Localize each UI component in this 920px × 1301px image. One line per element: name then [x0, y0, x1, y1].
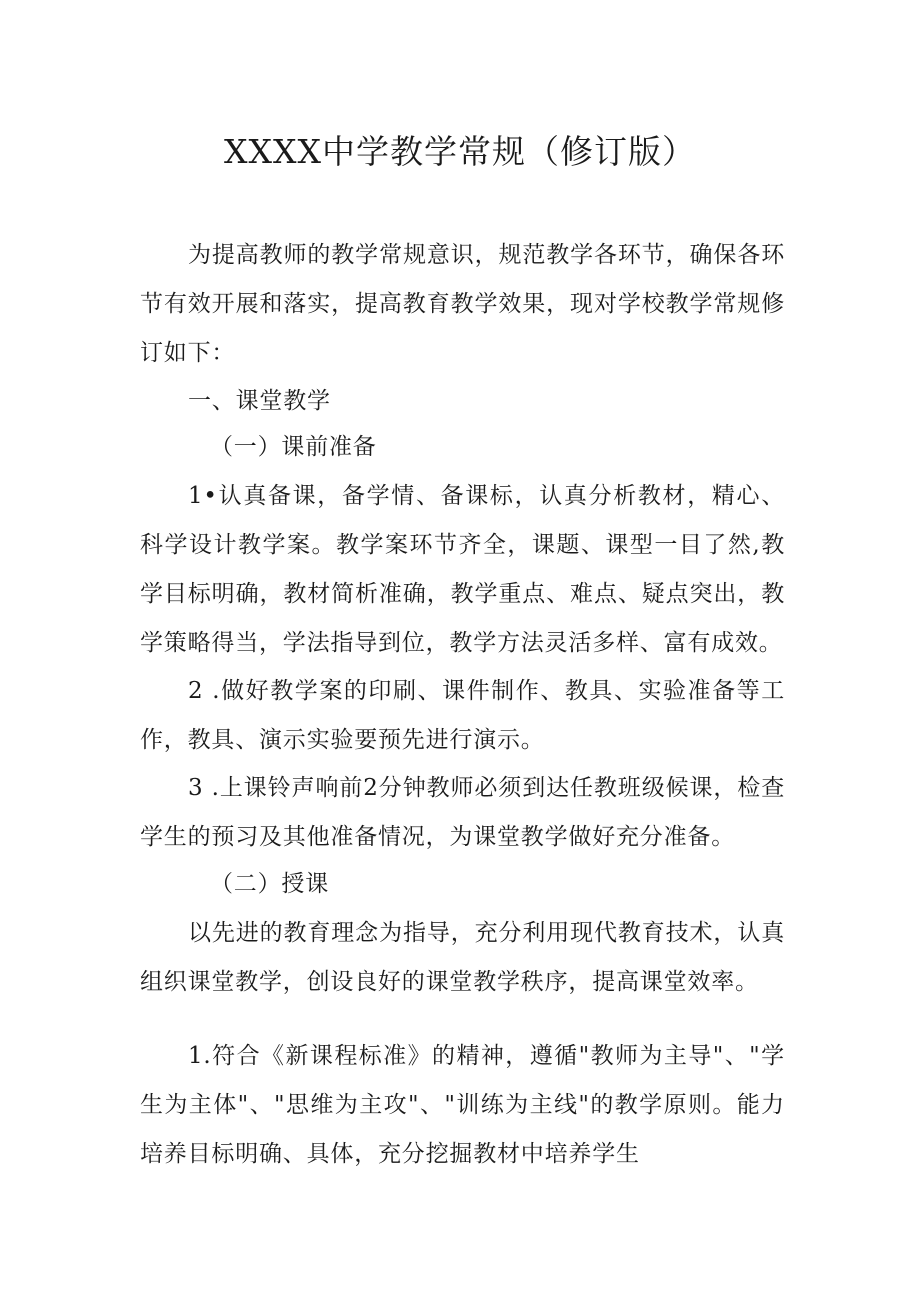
preparation-item-1: 1•认真备课，备学情、备课标，认真分析教材，精心、科学设计教学案。教学案环节齐全，课题、课型一目了然,教学目标明确，教材简析准确，教学重点、难点、疑点突出，教学策略得当，学法指导到位，教学方法灵活多样、富有成效。: [140, 483, 785, 656]
subsection-heading-teaching: （二）授课: [210, 871, 329, 897]
subsection-heading-preparation: （一）课前准备: [210, 434, 377, 460]
preparation-item-3: 3 .上课铃声响前2分钟教师必须到达任教班级候课，检查学生的预习及其他准备情况，为课堂教学做好充分准备。: [140, 775, 785, 850]
preparation-item-2: 2 .做好教学案的印刷、课件制作、教具、实验准备等工作，教具、演示实验要预先进行演示。: [140, 678, 785, 753]
teaching-item-1: 1.符合《新课程标准》的精神，遵循"教师为主导"、"学生为主体"、"思维为主攻"、"训练为主线"的教学原则。能力培养目标明确、具体，充分挖掘教材中培养学生: [140, 1043, 785, 1167]
intro-paragraph: 为提高教师的教学常规意识，规范教学各环节，确保各环节有效开展和落实，提高教育教学效果，现对学校教学常规修订如下：: [140, 242, 785, 366]
teaching-intro-paragraph: 以先进的教育理念为指导，充分利用现代教育技术，认真组织课堂教学，创设良好的课堂教学秩序，提高课堂效率。: [140, 920, 785, 995]
section-heading-classroom-teaching: 一、课堂教学: [188, 388, 331, 414]
document-title: XXXX中学教学常规（修订版）: [224, 132, 696, 171]
